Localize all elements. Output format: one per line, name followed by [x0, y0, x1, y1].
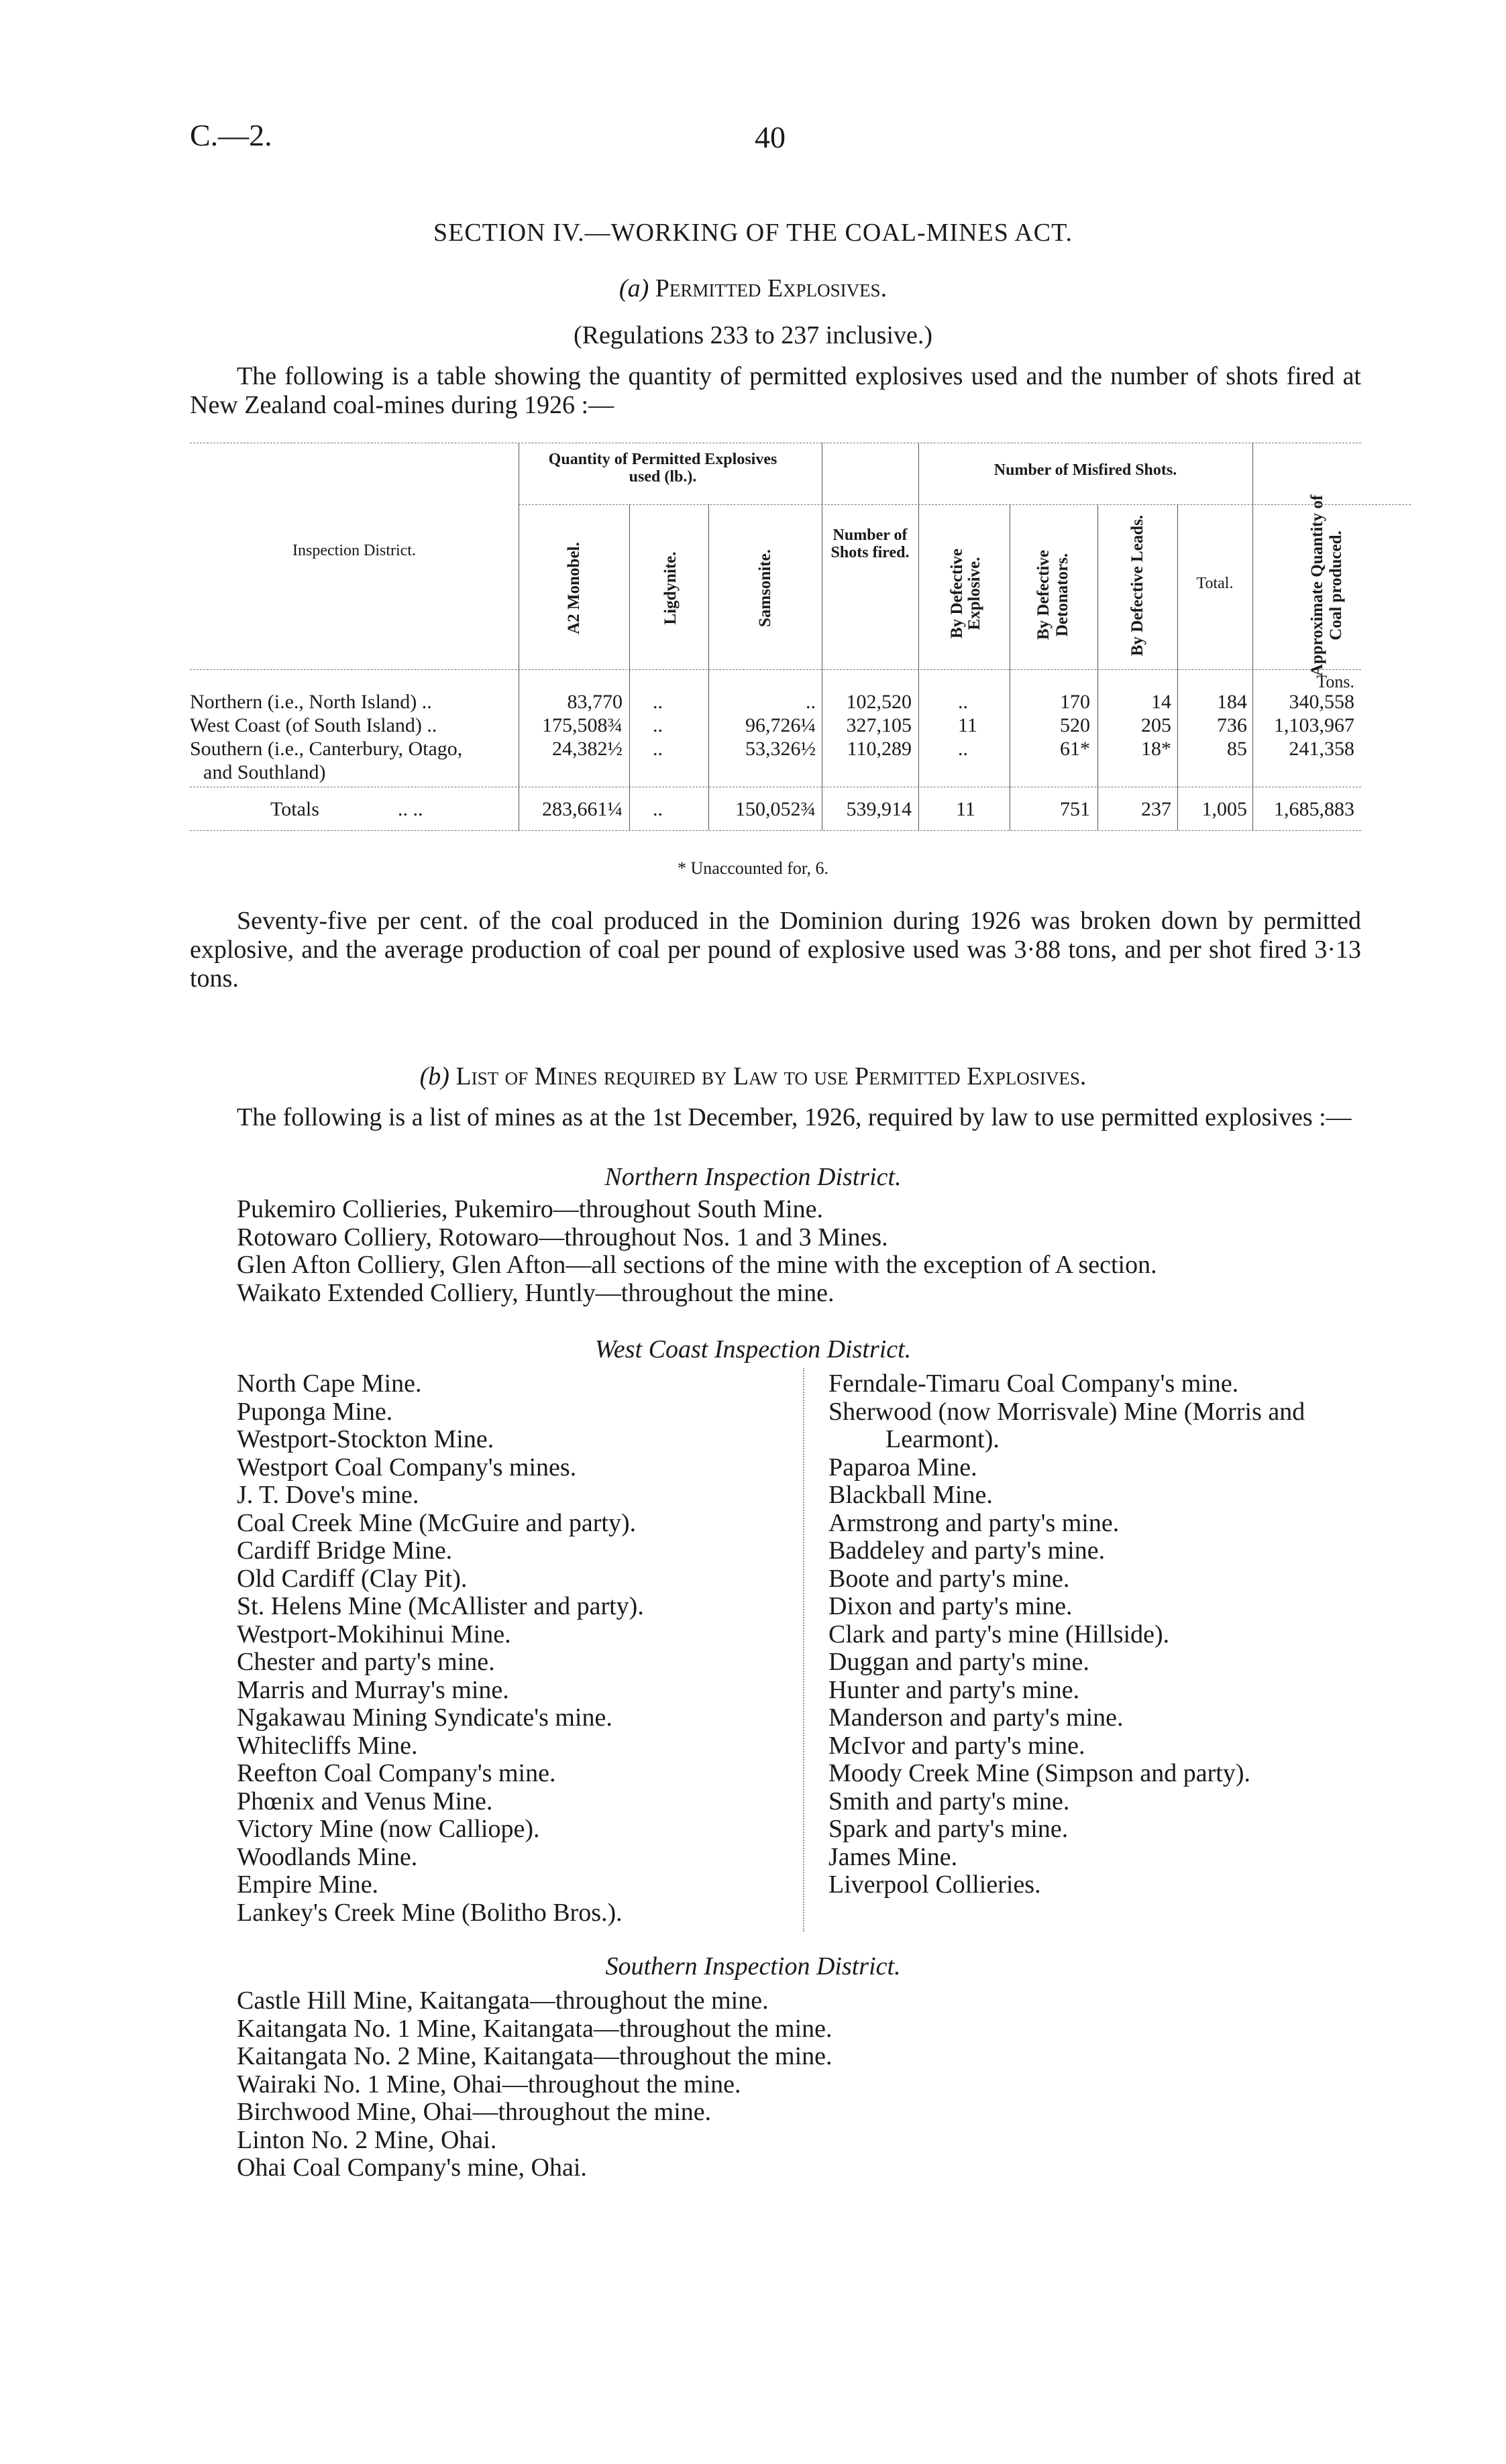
document-code: C.—2. — [190, 118, 272, 152]
header-inspection-district: Inspection District. — [292, 542, 416, 559]
list-item: Woodlands Mine. — [237, 1842, 418, 1871]
list-item: Old Cardiff (Clay Pit). — [237, 1564, 468, 1593]
list-item: Pukemiro Collieries, Pukemiro—throughout South Mine. — [237, 1195, 823, 1223]
row-def-detonators: 61* — [1060, 738, 1090, 760]
header-defective-explosive: By Defective Explosive. — [948, 549, 983, 638]
row-samsonite: 96,726¼ — [745, 714, 816, 736]
column-divider — [803, 1368, 804, 1931]
list-item: James Mine. — [828, 1842, 958, 1871]
row-coal: 340,558 — [1289, 691, 1354, 713]
row-ligdynite: .. — [653, 691, 663, 713]
list-item: Empire Mine. — [237, 1870, 379, 1899]
list-item: Ngakawau Mining Syndicate's mine. — [237, 1703, 612, 1732]
row-coal: 1,103,967 — [1274, 714, 1354, 736]
list-item: Manderson and party's mine. — [828, 1703, 1124, 1732]
row-def-explosive: .. — [958, 738, 968, 760]
row-shots: 327,105 — [846, 714, 912, 736]
table-footnote: * Unaccounted for, 6. — [678, 858, 828, 878]
list-item: Clark and party's mine (Hillside). — [828, 1620, 1170, 1648]
totals-ligdynite: .. — [653, 798, 663, 820]
list-item: Duggan and party's mine. — [828, 1648, 1089, 1676]
section-title: SECTION IV.—WORKING OF THE COAL-MINES ACT. — [433, 219, 1073, 247]
row-monobel: 83,770 — [567, 691, 623, 713]
subsection-a-heading — [0, 274, 1506, 303]
row-def-explosive: .. — [958, 691, 968, 713]
list-item: McIvor and party's mine. — [828, 1731, 1085, 1760]
southern-list — [237, 1987, 832, 2182]
list-item: Linton No. 2 Mine, Ohai. — [237, 2125, 497, 2154]
row-coal: 241,358 — [1289, 738, 1354, 760]
list-item: Phœnix and Venus Mine. — [237, 1787, 493, 1815]
list-item: Liverpool Collieries. — [828, 1870, 1041, 1899]
totals-coal: 1,685,883 — [1274, 798, 1354, 820]
list-item: Smith and party's mine. — [828, 1787, 1070, 1815]
row-total: 85 — [1227, 738, 1247, 760]
coal-production-paragraph: Seventy-five per cent. of the coal produced in the Dominion during 1926 was broken down by permitted explosive, and the average production of coal per pound of explosive used was 3·88 tons, and per shot fired 3·13 tons. — [190, 907, 1361, 993]
header-total: Total. — [1196, 575, 1234, 592]
list-item: Coal Creek Mine (McGuire and party). — [237, 1508, 637, 1537]
list-item: Hunter and party's mine. — [828, 1675, 1080, 1704]
list-item: Lankey's Creek Mine (Bolitho Bros.). — [237, 1898, 623, 1927]
row-ligdynite: .. — [653, 714, 663, 736]
list-item: Glen Afton Colliery, Glen Afton—all sections of the mine with the exception of A section. — [237, 1251, 1157, 1279]
list-item: Westport-Stockton Mine. — [237, 1425, 494, 1453]
list-item: Paparoa Mine. — [828, 1453, 977, 1481]
list-item: J. T. Dove's mine. — [237, 1481, 419, 1509]
header-ligdynite: Ligdynite. — [661, 551, 680, 625]
row-samsonite: 53,326½ — [745, 738, 816, 760]
list-item: Victory Mine (now Calliope). — [237, 1815, 540, 1843]
page-number: 40 — [755, 120, 786, 154]
header-a2-monobel: A2 Monobel. — [565, 542, 583, 634]
southern-heading: Southern Inspection District. — [605, 1952, 901, 1980]
westcoast-heading: West Coast Inspection District. — [594, 1335, 912, 1363]
row-def-detonators: 170 — [1060, 691, 1090, 713]
totals-samsonite: 150,052¾ — [735, 798, 816, 820]
header-shots-fired: Number of Shots fired. — [830, 526, 910, 561]
row-monobel: 24,382½ — [552, 738, 623, 760]
list-item: North Cape Mine. — [237, 1369, 422, 1398]
row-samsonite: .. — [806, 691, 816, 713]
list-item-continuation: Learmont). — [885, 1425, 1000, 1453]
row-shots: 110,289 — [847, 738, 912, 760]
explosives-table — [190, 443, 1361, 838]
westcoast-list-left — [237, 1370, 644, 1927]
table-header-rule — [190, 669, 1361, 670]
row-district: Northern (i.e., North Island) .. — [190, 691, 432, 713]
row-shots: 102,520 — [846, 691, 912, 713]
list-item: Whitecliffs Mine. — [237, 1731, 418, 1760]
subsection-a-label: (a) — [618, 274, 649, 302]
list-item: Birchwood Mine, Ohai—throughout the mine. — [237, 2098, 712, 2126]
list-item: Dixon and party's mine. — [828, 1592, 1073, 1620]
row-monobel: 175,508¾ — [542, 714, 623, 736]
list-item: Westport-Mokihinui Mine. — [237, 1620, 511, 1648]
row-def-leads: 205 — [1141, 714, 1171, 736]
list-item: Kaitangata No. 2 Mine, Kaitangata—throughout the mine. — [237, 2042, 832, 2070]
list-item: Waikato Extended Colliery, Huntly—throughout the mine. — [237, 1278, 835, 1307]
col-rule — [918, 443, 919, 830]
list-item: Ohai Coal Company's mine, Ohai. — [237, 2153, 587, 2182]
list-item: Marris and Murray's mine. — [237, 1675, 509, 1704]
table-intro: The following is a table showing the quantity of permitted explosives used and the number of shots fired at New Zealand coal-mines during 1926 :— — [190, 362, 1361, 419]
list-item: Spark and party's mine. — [828, 1815, 1069, 1843]
list-item: Castle Hill Mine, Kaitangata—throughout the mine. — [237, 1986, 769, 2015]
col-rule — [1252, 443, 1253, 830]
totals-monobel: 283,661¼ — [542, 798, 623, 820]
list-item: Boote and party's mine. — [828, 1564, 1070, 1593]
list-item: Rotowaro Colliery, Rotowaro—throughout Nos. 1 and 3 Mines. — [237, 1223, 888, 1251]
list-item: Westport Coal Company's mines. — [237, 1453, 577, 1481]
list-item: Reefton Coal Company's mine. — [237, 1759, 556, 1787]
row-def-leads: 18* — [1141, 738, 1171, 760]
row-district: West Coast (of South Island) .. — [190, 714, 437, 736]
header-misfired-shots: Number of Misfired Shots. — [993, 461, 1177, 479]
table-subheader-rule — [519, 504, 1411, 505]
header-samsonite: Samsonite. — [756, 549, 774, 627]
list-item: St. Helens Mine (McAllister and party). — [237, 1592, 644, 1620]
totals-def-detonators: 751 — [1060, 798, 1090, 820]
mines-intro: The following is a list of mines as at the 1st December, 1926, required by law to use permitted explosives :— — [237, 1103, 1352, 1131]
row-ligdynite: .. — [653, 738, 663, 760]
header-defective-leads: By Defective Leads. — [1128, 514, 1146, 657]
list-item: Kaitangata No. 1 Mine, Kaitangata—throughout the mine. — [237, 2014, 832, 2043]
row-def-explosive: 11 — [958, 714, 977, 736]
northern-list — [237, 1196, 1157, 1307]
row-total: 736 — [1217, 714, 1247, 736]
col-rule — [629, 504, 630, 830]
list-item: Puponga Mine. — [237, 1397, 393, 1426]
list-item: Moody Creek Mine (Simpson and party). — [828, 1759, 1251, 1787]
row-def-detonators: 520 — [1060, 714, 1090, 736]
totals-shots: 539,914 — [846, 798, 912, 820]
col-rule — [1177, 504, 1178, 830]
subsection-a-title: Permitted Explosives. — [655, 274, 888, 302]
list-item: Armstrong and party's mine. — [828, 1508, 1120, 1537]
totals-dots: .. .. — [398, 798, 423, 820]
header-quantity: Quantity of Permitted Explosives used (lb.). — [548, 451, 777, 486]
list-item: Baddeley and party's mine. — [828, 1536, 1106, 1565]
row-district: Southern (i.e., Canterbury, Otago, — [190, 738, 463, 760]
subsection-b-label: (b) — [419, 1062, 449, 1090]
list-item: Blackball Mine. — [828, 1481, 993, 1509]
header-defective-detonators: By Defective Detonators. — [1034, 550, 1071, 640]
row-total: 184 — [1217, 691, 1247, 713]
col-rule — [708, 504, 709, 830]
list-item: Ferndale-Timaru Coal Company's mine. — [828, 1369, 1239, 1398]
regulations-note: (Regulations 233 to 237 inclusive.) — [573, 321, 933, 349]
units-tons: Tons. — [1316, 672, 1354, 691]
list-item: Sherwood (now Morrisvale) Mine (Morris and — [828, 1397, 1305, 1426]
totals-total: 1,005 — [1201, 798, 1247, 820]
list-item: Wairaki No. 1 Mine, Ohai—throughout the mine. — [237, 2070, 741, 2098]
subsection-b-heading — [0, 1062, 1506, 1091]
list-item: Chester and party's mine. — [237, 1648, 495, 1676]
totals-label: Totals — [270, 798, 319, 820]
col-rule — [1097, 504, 1098, 830]
totals-def-explosive: 11 — [956, 798, 975, 820]
row-def-leads: 14 — [1151, 691, 1171, 713]
table-bottom-rule — [190, 830, 1361, 831]
westcoast-list-right — [828, 1370, 1305, 1899]
header-coal-produced: Approximate Quantity of Coal produced. — [1308, 494, 1345, 677]
row-district-cont: and Southland) — [203, 761, 326, 783]
subsection-b-title: List of Mines required by Law to use Permitted Explosives. — [455, 1062, 1087, 1090]
totals-def-leads: 237 — [1141, 798, 1171, 820]
list-item: Cardiff Bridge Mine. — [237, 1536, 453, 1565]
northern-heading: Northern Inspection District. — [604, 1163, 902, 1191]
